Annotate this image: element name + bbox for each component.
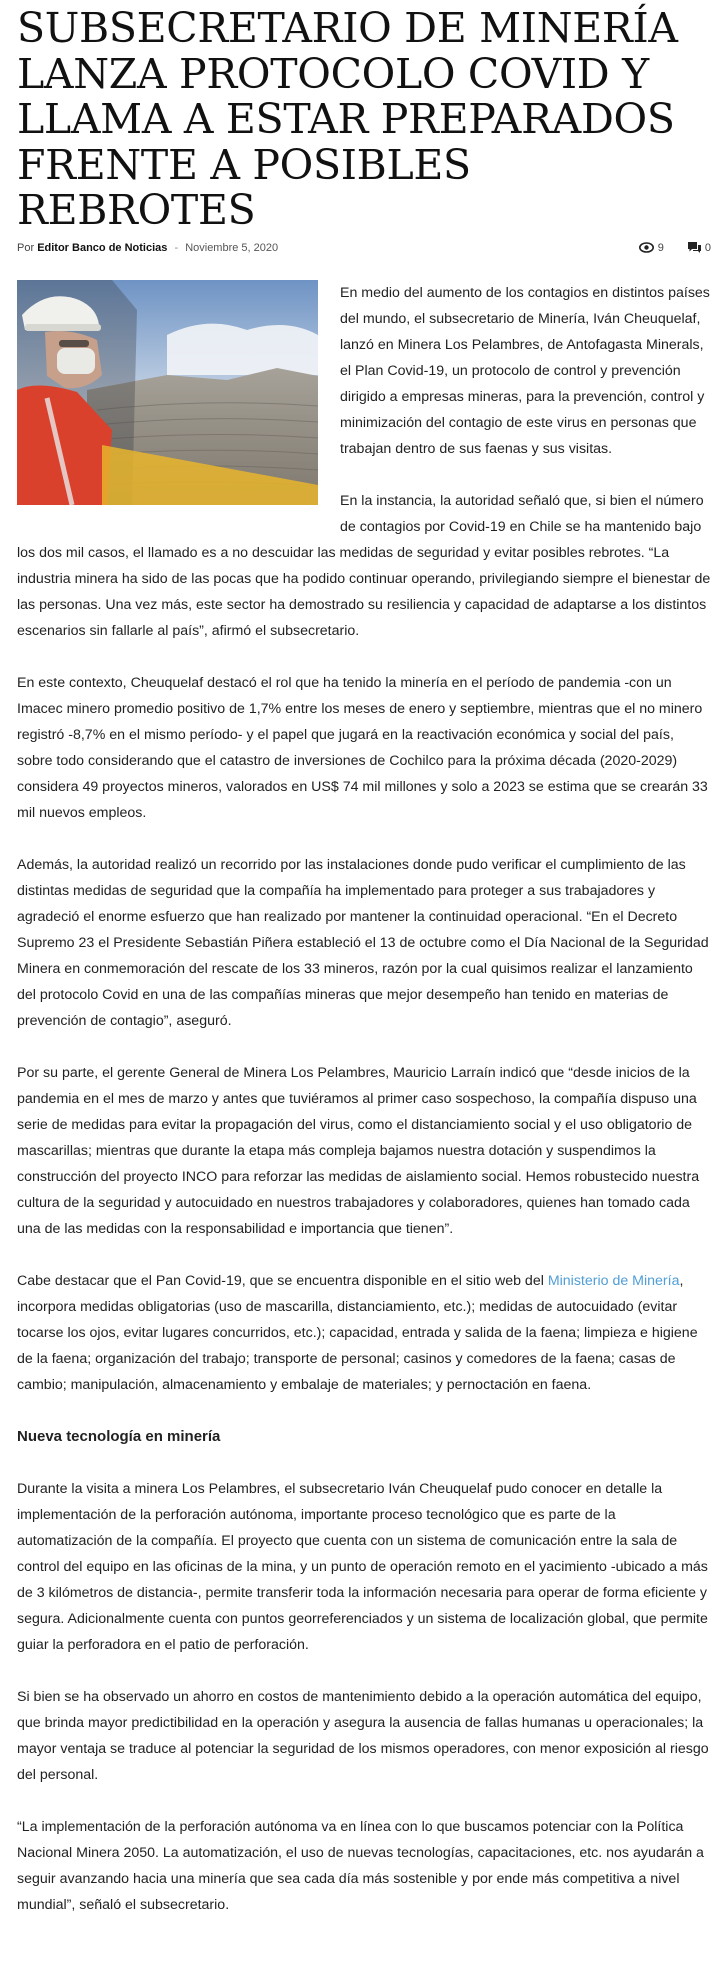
article-image bbox=[17, 280, 318, 505]
paragraph-9: “La implementación de la perforación autónoma va en línea con lo que buscamos potenciar con la Política Nacional Minera 2050. La automatización, el uso de nuevas tecnologías, capacitaciones, etc. nos ayudarán a seguir avanzando hacia una minería que sea cada día más sostenible y por ende más competitiva a nivel mundial”, señaló el subsecretario. bbox=[17, 1818, 704, 1913]
paragraph-5: Por su parte, el gerente General de Minera Los Pelambres, Mauricio Larraín indicó que “desde inicios de la pandemia en el mes de marzo y antes que tuviéramos al primer caso sospechoso, la compañía dispuso una serie de medidas para evitar la propagación del virus, como el distanciamiento social y el uso obligatorio de mascarillas; mientras que durante la etapa más compleja bajamos nuestra dotación y suspendimos la construcción del proyecto INCO para reforzar las medidas de aislamiento social. Hemos robustecido nuestra cultura de la seguridad y autocuidado en nuestros trabajadores y colaboradores, quienes han tomado cada una de las medidas con la responsabilidad e importancia que tienen”. bbox=[17, 1064, 700, 1237]
paragraph-1: En medio del aumento de los contagios en distintos países del mundo, el subsecretario de Minería, Iván Cheuquelaf, lanzó en Minera Los Pelambres, de Antofagasta Minerals, el Plan Covid-19, un protocolo de control y prevención dirigido a empresas mineras, para la prevención, control y minimización del contagio de este virus en personas que trabajan dentro de sus faenas y sus visitas. bbox=[340, 284, 710, 457]
article-body bbox=[17, 280, 711, 1918]
section-heading: Nueva tecnología en minería bbox=[17, 1427, 221, 1445]
paragraph-6 bbox=[17, 1268, 711, 1398]
comments-count[interactable]: 0 bbox=[704, 241, 711, 254]
article bbox=[17, 0, 711, 1944]
comment-icon[interactable] bbox=[688, 242, 701, 253]
eye-icon bbox=[639, 242, 654, 253]
ministerio-link[interactable]: Ministerio de Minería bbox=[547, 1272, 680, 1289]
paragraph-3: En este contexto, Cheuquelaf destacó el rol que ha tenido la minería en el período de pandemia -con un Imacec minero promedio positivo de 1,7% entre los meses de enero y septiembre, mientras que el no minero registró -8,7% en el mismo período- y el papel que jugará en la reactivación económica y social del país, sobre todo considerando que el catastro de inversiones de Cochilco para la próxima década (2020-2029) considera 49 proyectos mineros, valorados en US$ 74 mil millones y solo a 2023 se estima que se crearán 33 mil nuevos empleos. bbox=[17, 674, 708, 821]
paragraph-6-start: Cabe destacar que el Pan Covid-19, que se encuentra disponible en el sitio web del bbox=[17, 1272, 548, 1289]
article-meta bbox=[17, 242, 711, 262]
paragraph-2: En la instancia, la autoridad señaló que, si bien el número de contagios por Covid-19 en Chile se ha mantenido bajo los dos mil casos, el llamado es a no descuidar las medidas de seguridad y evitar posibles rebrotes. “La industria minera ha sido de las pocas que ha podido continuar operando, privilegiando siempre el bienestar de las personas. Una vez más, este sector ha demostrado su resiliencia y capacidad de adaptarse a los distintos escenarios sin fallarle al país”, afirmó el subsecretario. bbox=[17, 492, 711, 639]
publish-date: Noviembre 5, 2020 bbox=[185, 241, 279, 254]
by-label: Por bbox=[17, 241, 35, 254]
paragraph-4: Además, la autoridad realizó un recorrido por las instalaciones donde pudo verificar el cumplimiento de las distintas medidas de seguridad que la compañía ha implementado para proteger a sus trabajadores y agradeció el enorme esfuerzo que han realizado por mantener la continuidad operacional. “En el Decreto Supremo 23 el Presidente Sebastián Piñera estableció el 13 de octubre como el Día Nacional de la Seguridad Minera en conmemoración del rescate de los 33 mineros, razón por la cual quisimos realizar el lanzamiento del protocolo Covid en una de las compañías mineras que mejor desempeño han tenido en materias de prevención de contagio”, aseguró. bbox=[17, 856, 709, 1029]
meta-separator: - bbox=[174, 241, 179, 254]
article-stats bbox=[639, 242, 711, 254]
paragraph-6-end: , incorpora medidas obligatorias (uso de mascarilla, distanciamiento, etc.); medidas de autocuidado (evitar tocarse los ojos, evitar lugares concurridos, etc.); capacidad, entrada y salida de la faena; limpieza e higiene de la faena; organización del trabajo; transporte de personal; casinos y comedores de la faena; casas de cambio; manipulación, almacenamiento y embalaje de materiales; y pernoctación en faena. bbox=[17, 1272, 698, 1393]
article-title: SUBSECRETARIO DE MINERÍA LANZA PROTOCOLO COVID Y LLAMA A ESTAR PREPARADOS FRENTE A POSIBLES REBROTES bbox=[17, 4, 678, 234]
paragraph-7: Durante la visita a minera Los Pelambres, el subsecretario Iván Cheuquelaf pudo conocer en detalle la implementación de la perforación autónoma, importante proceso tecnológico que es parte de la automatización de la compañía. El proyecto que cuenta con un sistema de comunicación entre la sala de control del equipo en las oficinas de la mina, y un punto de operación remoto en el yacimiento -ubicado a más de 3 kilómetros de distancia-, permite transferir toda la información necesaria para operar de forma eficiente y segura. Adicionalmente cuenta con puntos georreferenciados y un sistema de localización global, que permite guiar la perforadora en el patio de perforación. bbox=[17, 1480, 708, 1653]
author-link[interactable]: Editor Banco de Noticias bbox=[37, 241, 168, 254]
paragraph-8: Si bien se ha observado un ahorro en costos de mantenimiento debido a la operación automática del equipo, que brinda mayor predictibilidad en la operación y asegura la ausencia de fallas humanas u operacionales; la mayor ventaja se traduce al potenciar la seguridad de los mismos operadores, con menor exposición al riesgo del personal. bbox=[17, 1688, 709, 1783]
views-count: 9 bbox=[657, 241, 664, 254]
